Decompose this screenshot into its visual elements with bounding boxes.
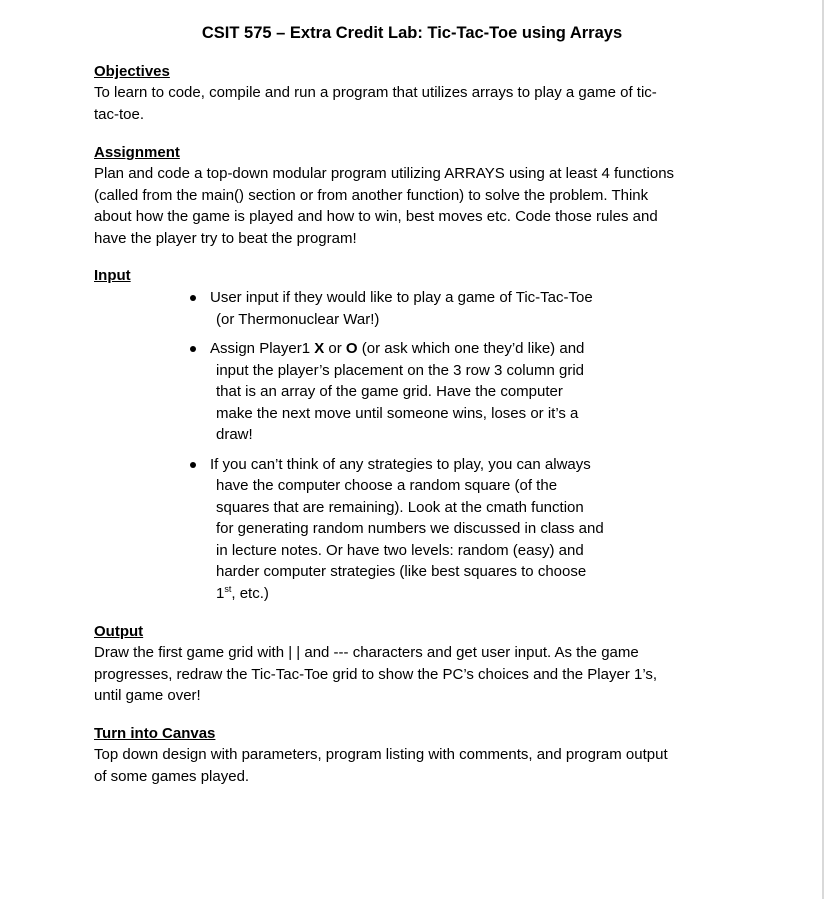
bullet-text-line: that is an array of the game grid. Have the computer — [216, 383, 563, 400]
turnin-text — [94, 744, 734, 787]
input-bullet-item — [188, 454, 648, 605]
input-bullet-item — [188, 338, 648, 446]
ordinal-suffix: st — [224, 583, 232, 594]
bullet-text-part: (or ask which one they’d like) and — [357, 340, 585, 357]
ordinal-number: 1 — [216, 584, 225, 602]
turnin-section — [94, 724, 734, 787]
objectives-heading: Objectives — [94, 63, 170, 80]
assignment-line: (called from the main() section or from another function) to solve the problem. Think — [94, 186, 649, 204]
bullet-text-line: input the player’s placement on the 3 row 3 column grid — [216, 361, 584, 379]
assignment-line: have the player try to beat the program! — [94, 229, 357, 247]
assignment-line: Plan and code a top-down modular program utilizing ARRAYS using at least 4 functions — [94, 165, 675, 182]
bullet-text-line: If you can’t think of any strategies to play, you can always — [210, 455, 591, 473]
turnin-line: Top down design with parameters, program listing with comments, and program output — [94, 746, 668, 763]
bullet-text-part: Assign Player1 — [210, 340, 315, 357]
input-bullet-item — [188, 287, 648, 330]
bullet-text-part: or — [324, 340, 346, 357]
bullet-text-part: , etc.) — [231, 584, 269, 602]
bullet-text-line: have the computer choose a random square (of the — [216, 477, 558, 494]
output-line: until game over! — [94, 687, 201, 704]
player-x-mark: X — [314, 340, 325, 357]
assignment-section — [94, 143, 734, 249]
bullet-dot-icon — [190, 462, 196, 468]
assignment-heading: Assignment — [94, 144, 180, 161]
bullet-text-line: (or Thermonuclear War!) — [216, 310, 380, 328]
input-heading: Input — [94, 267, 131, 284]
bullet-dot-icon — [190, 295, 196, 301]
output-section — [94, 622, 734, 707]
bullet-text-line: make the next move until someone wins, loses or it’s a — [216, 404, 579, 422]
document-title: CSIT 575 – Extra Credit Lab: Tic-Tac-Toe using Arrays — [201, 24, 623, 42]
objectives-section — [94, 62, 734, 125]
objectives-line: tac-toe. — [94, 105, 145, 123]
input-section — [94, 266, 734, 286]
bullet-text-line: for generating random numbers we discussed in class and — [216, 520, 604, 537]
bullet-text-line: in lecture notes. Or have two levels: random (easy) and — [216, 541, 584, 559]
objectives-line: To learn to code, compile and run a program that utilizes arrays to play a game of tic- — [94, 84, 657, 101]
player-o-mark: O — [345, 340, 358, 357]
assignment-line: about how the game is played and how to win, best moves etc. Code those rules and — [94, 208, 658, 225]
bullet-dot-icon — [190, 346, 196, 352]
turnin-heading: Turn into Canvas — [94, 725, 216, 742]
output-line: Draw the first game grid with | | and --- characters and get user input. As the game — [94, 644, 639, 661]
bullet-text-line: User input if they would like to play a game of Tic-Tac-Toe — [210, 289, 593, 306]
bullet-text-line: harder computer strategies (like best squares to choose — [216, 563, 587, 580]
output-line: progresses, redraw the Tic-Tac-Toe grid to show the PC’s choices and the Player 1’s, — [94, 665, 658, 683]
bullet-text-line: draw! — [216, 426, 253, 443]
bullet-text-line — [210, 338, 648, 360]
output-heading: Output — [94, 623, 144, 640]
input-bullet-list — [188, 287, 648, 612]
turnin-line: of some games played. — [94, 767, 250, 785]
bullet-text-line — [210, 583, 648, 605]
objectives-text — [94, 82, 734, 125]
output-text — [94, 642, 734, 707]
bullet-text-line: squares that are remaining). Look at the cmath function — [216, 498, 584, 516]
assignment-text — [94, 163, 734, 249]
